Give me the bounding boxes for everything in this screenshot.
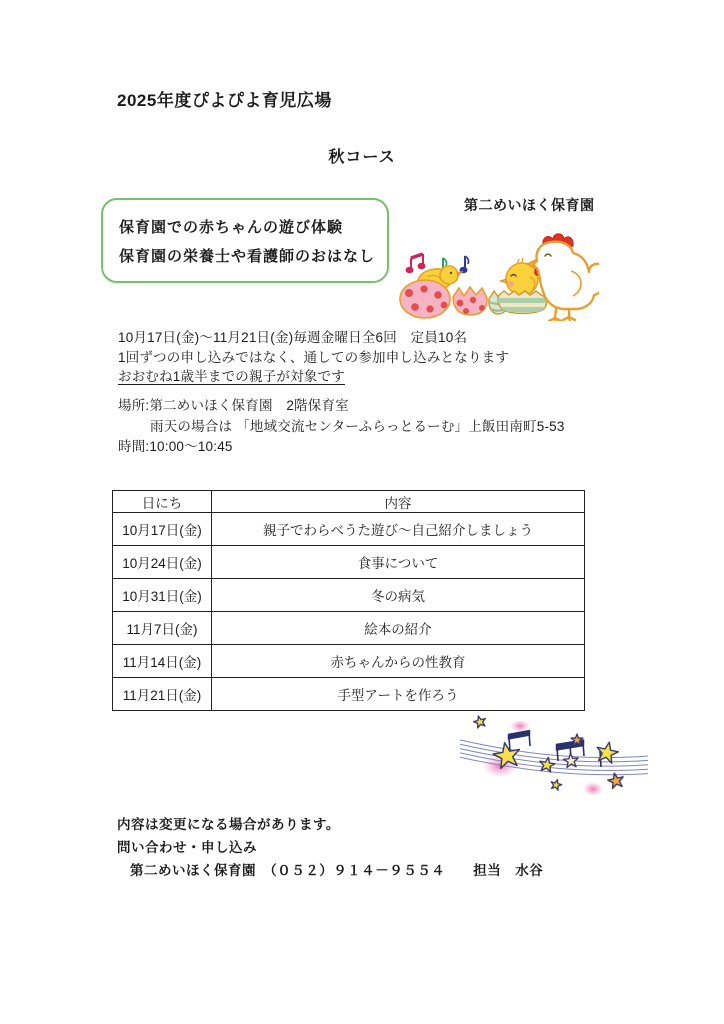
row-date: 10月17日(金) [113,513,212,546]
row-date: 11月7日(金) [113,612,212,645]
table-row [113,678,585,711]
place-paragraph [118,396,565,458]
highlight-line-2: 保育園の栄養士や看護師のおはなし [119,248,376,265]
place-line: 場所:第二めいほく保育園 2階保育室 [118,398,349,413]
course-title: 秋コース [328,149,396,166]
highlight-line-1: 保育園での赤ちゃんの遊び体験 [119,219,344,236]
row-content: 赤ちゃんからの性教育 [212,645,585,678]
chick-on-egg [400,266,463,318]
target-line: おおむね1歳半までの親子が対象です [118,369,345,384]
schedule-paragraph [118,328,509,387]
row-date: 11月14日(金) [113,645,212,678]
contact-heading-line: 問い合わせ・申し込み [117,840,257,855]
table-header-row [113,491,585,513]
row-content: 食事について [212,546,585,579]
row-content: 絵本の紹介 [212,612,585,645]
row-content: 手型アートを作ろう [212,678,585,711]
page-title: 2025年度ぴよぴよ育児広場 [117,91,332,110]
change-note-line: 内容は変更になる場合があります。 [117,817,340,832]
rain-place-line: 雨天の場合は 「地域交流センターふらっとるーむ」上飯田南町5-53 [150,418,565,434]
row-content: 親子でわらべうた遊び～自己紹介しましょう [212,513,585,546]
music-staff-illustration [450,710,655,805]
music-note-red [407,254,425,272]
music-note-blue [461,256,469,272]
table-row [113,579,585,612]
cracked-egg-shell [453,287,487,315]
row-date: 11月21日(金) [113,678,212,711]
stars [473,714,626,790]
header-date: 日にち [113,491,212,513]
table-row [113,612,585,645]
row-date: 10月24日(金) [113,546,212,579]
application-line: 1回ずつの申し込みではなく、通しての参加申し込みとなります [118,349,510,365]
table-row [113,513,585,546]
time-line: 時間:10:00～10:45 [118,439,233,454]
row-content: 冬の病気 [212,579,585,612]
table-row [113,546,585,579]
schedule-line: 10月17日(金)～11月21日(金)毎週金曜日全6回 定員10名 [118,330,468,345]
contact-line: 第二めいほく保育園 （０５２）９１４－９５５４ 担当 水谷 [130,863,544,878]
footer-block [117,813,543,882]
table-row [113,645,585,678]
org-label: 第二めいほく保育園 [464,197,595,213]
hen-chicks-illustration [397,231,599,321]
header-content: 内容 [212,491,585,513]
schedule-table [112,490,585,711]
highlight-box [101,198,389,283]
row-date: 10月31日(金) [113,579,212,612]
